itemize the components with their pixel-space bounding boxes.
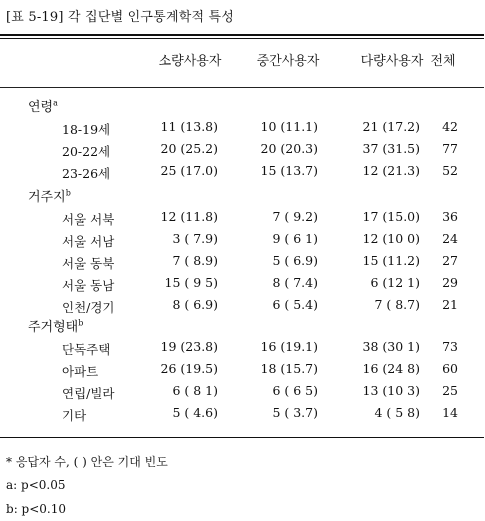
table-cell: 15 (11.2): [362, 253, 420, 268]
column-header: 다량사용자: [360, 54, 424, 69]
table-cell: 25: [442, 383, 458, 398]
table-cell: 6 ( 8 1): [172, 383, 218, 398]
table-cell: 37 (31.5): [362, 141, 420, 156]
table-cell: 12 (11.8): [160, 209, 218, 224]
table-cell: 20 (20.3): [260, 141, 318, 156]
table-cell: 19 (23.8): [160, 339, 218, 354]
footnote: * 응답자 수, ( ) 안은 기대 빈도: [6, 455, 168, 469]
table-cell: 15 (13.7): [260, 163, 318, 178]
significance-mark: b: [65, 188, 71, 198]
table-cell: 7 ( 9.2): [272, 209, 318, 224]
table-cell: 42: [442, 119, 458, 134]
table-cell: 21 (17.2): [362, 119, 420, 134]
table-cell: 5 ( 3.7): [272, 405, 318, 420]
row-label: 단독주택: [62, 342, 111, 357]
table-cell: 52: [442, 163, 458, 178]
section-label: 연령$^a$: [28, 98, 58, 115]
row-label: 18-19세: [62, 122, 111, 137]
table-cell: 8 ( 7.4): [272, 275, 318, 290]
table-cell: 27: [442, 253, 458, 268]
table-cell: 4 ( 5 8): [374, 405, 420, 420]
row-label: 기타: [62, 408, 87, 423]
top-rule-inner: [0, 38, 484, 39]
row-label: 서울 서남: [62, 234, 115, 249]
table-cell: 16 (24 8): [362, 361, 420, 376]
footnote: a: p<0.05: [6, 478, 66, 492]
table-cell: 18 (15.7): [260, 361, 318, 376]
table-cell: 14: [442, 405, 458, 420]
table-cell: 29: [442, 275, 458, 290]
top-rule: [0, 34, 484, 36]
section-label: 거주지$^b$: [28, 188, 71, 205]
table-cell: 11 (13.8): [160, 119, 218, 134]
table-cell: 60: [442, 361, 458, 376]
footnote-mark: *: [6, 455, 12, 469]
table-cell: 20 (25.2): [160, 141, 218, 156]
table-cell: 7 ( 8.7): [374, 297, 420, 312]
table-title: [표 5-19] 각 집단별 인구통계학적 특성: [6, 10, 235, 25]
row-label: 23-26세: [62, 166, 111, 181]
table-cell: 17 (15.0): [362, 209, 420, 224]
table-cell: 77: [442, 141, 458, 156]
row-label: 연립/빌라: [62, 386, 115, 401]
table-cell: 6 ( 5.4): [272, 297, 318, 312]
table-cell: 12 (10 0): [362, 231, 420, 246]
row-label: 서울 동북: [62, 256, 115, 271]
table-cell: 36: [442, 209, 458, 224]
row-label: 20-22세: [62, 144, 111, 159]
row-label: 인천/경기: [62, 300, 115, 315]
table-cell: 26 (19.5): [160, 361, 218, 376]
footnote: b: p<0.10: [6, 502, 66, 516]
table-cell: 3 ( 7.9): [172, 231, 218, 246]
significance-mark: b: [78, 318, 84, 328]
table-cell: 5 ( 6.9): [272, 253, 318, 268]
table-cell: 6 ( 6 5): [272, 383, 318, 398]
header-rule: [0, 87, 484, 88]
footnote-mark: b: [6, 502, 14, 516]
row-label: 서울 서북: [62, 212, 115, 227]
row-label: 아파트: [62, 364, 99, 379]
table-cell: 16 (19.1): [260, 339, 318, 354]
table-cell: 24: [442, 231, 458, 246]
table-cell: 21: [442, 297, 458, 312]
table-cell: 6 (12 1): [370, 275, 420, 290]
table-cell: 8 ( 6.9): [172, 297, 218, 312]
table-cell: 9 ( 6 1): [272, 231, 318, 246]
column-header: 중간사용자: [256, 54, 320, 69]
section-label: 주거형태$^b$: [28, 318, 84, 335]
bottom-rule: [0, 437, 484, 438]
table-cell: 38 (30 1): [362, 339, 420, 354]
table-cell: 10 (11.1): [260, 119, 318, 134]
row-label: 서울 동남: [62, 278, 115, 293]
table-cell: 12 (21.3): [362, 163, 420, 178]
table-cell: 13 (10 3): [362, 383, 420, 398]
table-cell: 25 (17.0): [160, 163, 218, 178]
significance-mark: a: [53, 98, 58, 108]
table-cell: 15 ( 9 5): [164, 275, 218, 290]
footnote-mark: a: [6, 478, 14, 492]
column-header: 소량사용자: [158, 54, 222, 69]
table-cell: 5 ( 4.6): [172, 405, 218, 420]
table-cell: 73: [442, 339, 458, 354]
table-cell: 7 ( 8.9): [172, 253, 218, 268]
column-header: 전체: [430, 54, 456, 69]
